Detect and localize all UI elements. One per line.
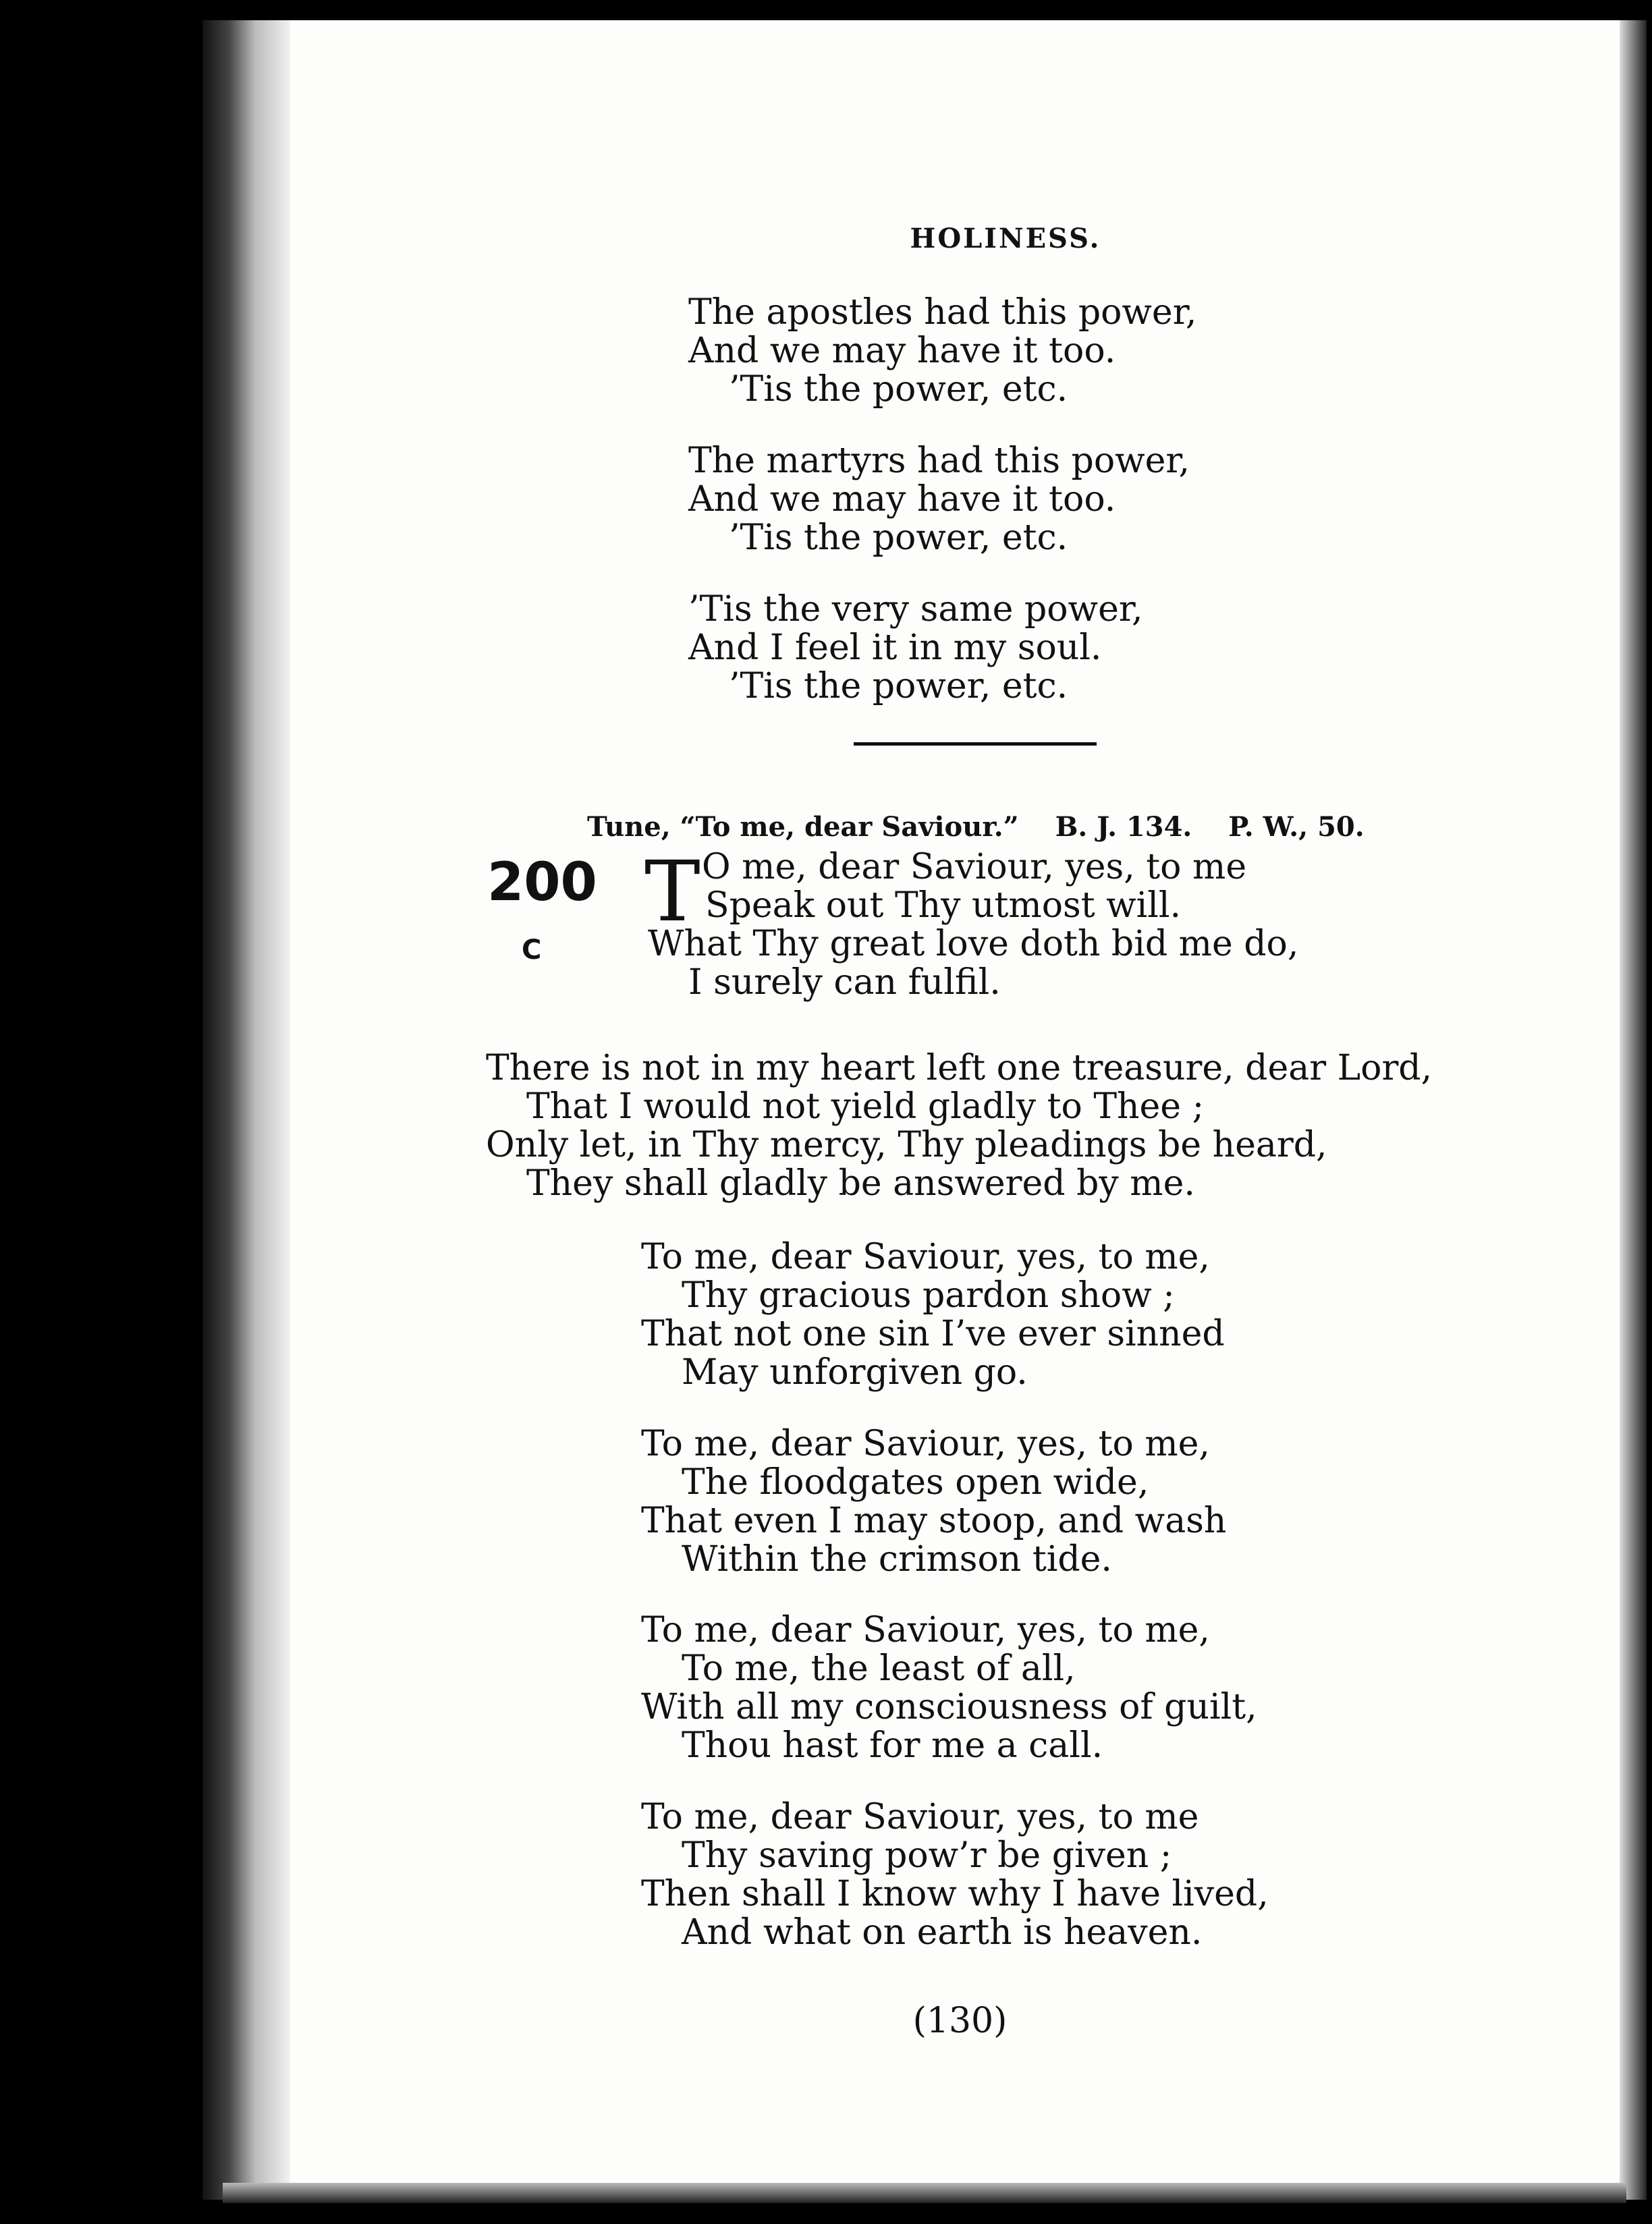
tune-name: Tune, “To me, dear Saviour.” [587, 811, 1019, 843]
stanza-refrain: ’Tis the power, etc. [729, 666, 1068, 706]
stanza-line: And I feel it in my soul. [688, 628, 1102, 668]
chorus-line: Only let, in Thy mercy, Thy pleadings be heard, [486, 1125, 1327, 1165]
verse-line: Then shall I know why I have lived, [641, 1874, 1269, 1914]
stanza-refrain: ’Tis the power, etc. [729, 369, 1068, 410]
hymn-verse-1-closing [648, 925, 1298, 1002]
verse-line: Speak out Thy utmost will. [705, 885, 1182, 926]
stanza-line: And we may have it too. [688, 331, 1116, 371]
verse-line: That not one sin I’ve ever sinned [641, 1314, 1225, 1354]
verse-line: May unforgiven go. [682, 1352, 1028, 1393]
tune-ref-bj: B. J. 134. [1055, 811, 1192, 843]
stanza-3 [688, 590, 1143, 706]
hymnal-page [290, 20, 1620, 2183]
verse-line: With all my consciousness of guilt, [641, 1687, 1257, 1727]
hymn-verse-4 [641, 1611, 1257, 1765]
verse-line: That even I may stoop, and wash [641, 1501, 1227, 1541]
hymn-verse-1-opening [702, 848, 1246, 925]
verse-line: And what on earth is heaven. [682, 1912, 1203, 1953]
stanza-line: The martyrs had this power, [688, 441, 1190, 481]
book-spine-shadow [202, 20, 290, 2200]
section-divider [854, 742, 1097, 746]
hymn-verse-3 [641, 1425, 1226, 1579]
verse-line: To me, dear Saviour, yes, to me, [641, 1610, 1210, 1650]
verse-line: What Thy great love doth bid me do, [648, 924, 1299, 964]
stanza-2 [688, 442, 1190, 557]
hymn-verse-5 [641, 1798, 1269, 1952]
stanza-refrain: ’Tis the power, etc. [729, 518, 1068, 558]
verse-line: To me, the least of all, [682, 1648, 1076, 1689]
running-head: HOLINESS. [910, 223, 1101, 254]
hymn-verse-2 [641, 1238, 1225, 1392]
stanza-line: And we may have it too. [688, 479, 1116, 520]
verse-line: Thy gracious pardon show ; [682, 1275, 1175, 1316]
verse-line: Thy saving pow’r be given ; [682, 1835, 1172, 1876]
verse-line: To me, dear Saviour, yes, to me [641, 1797, 1199, 1837]
tune-line [587, 811, 1392, 843]
chorus-line: They shall gladly be answered by me. [526, 1163, 1195, 1204]
verse-line: I surely can fulfil. [688, 962, 1001, 1003]
stanza-line: ’Tis the very same power, [688, 589, 1143, 630]
chorus-line: There is not in my heart left one treasure, dear Lord, [486, 1048, 1433, 1088]
hymn-number: 200 [487, 852, 597, 913]
verse-line: The floodgates open wide, [682, 1462, 1149, 1503]
hymn-key: C [522, 935, 542, 966]
hymn-chorus [486, 1049, 1432, 1203]
chorus-line: That I would not yield gladly to Thee ; [526, 1086, 1205, 1127]
verse-line: Within the crimson tide. [682, 1539, 1112, 1580]
page-number: (130) [912, 2001, 1008, 2041]
tune-ref-pw: P. W., 50. [1228, 811, 1365, 843]
verse-line: To me, dear Saviour, yes, to me, [641, 1237, 1210, 1277]
stanza-1 [688, 294, 1196, 409]
verse-line: To me, dear Saviour, yes, to me, [641, 1424, 1210, 1464]
page-edge-bottom [223, 2183, 1626, 2203]
stanza-line: The apostles had this power, [688, 292, 1197, 333]
page-edge-right [1620, 20, 1647, 2200]
verse-line: Thou hast for me a call. [682, 1725, 1103, 1766]
drop-cap: T [644, 843, 700, 941]
verse-line: O me, dear Saviour, yes, to me [702, 847, 1247, 887]
